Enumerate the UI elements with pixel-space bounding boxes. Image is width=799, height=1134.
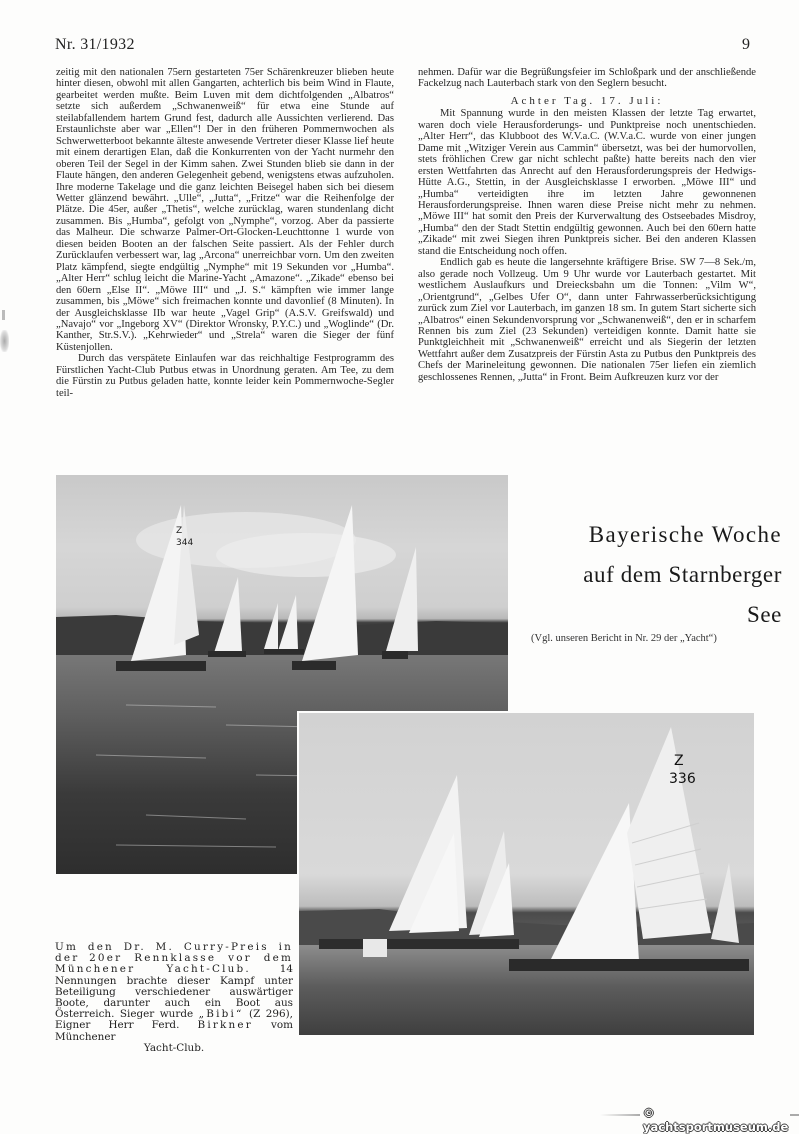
paragraph: Endlich gab es heute die langersehnte kräftigere Brise. SW 7—8 Sek./m, also gerade noch Vollzeug. Um 9 Uhr wurde vor Lauterbach gestartet. Mit westlichem Auslaufkurs und Dreiecksbahn um die Tonnen: „Vilm W“, „Orientgrund“, „Gelbes Ufer O“, dann unter Fahrwasserberücksichtigung zurück zum Ziel vor Lauterbach, im ganzen 18 sm. In gutem Start sicherte sich „Albatros“ einen Sekundenvorsprung vor „Schwanenweiß“, den er in scharfem Rennen bis zum Ziel (23 Sekunden) verteidigen konnte. Damit hatte sie Punktgleichheit mit „Schwanenweiß“ erreicht und als Siegerin der letzten Wettfahrt außer dem Zusatzpreis der Fürstin Asta zu Putbus den Punktpreis des Chefs der Marineleitung gewonnen. Die nationalen 75er liefen ein ziemlich geschlossenes Rennen, „Jutta“ in Front. Beim Aufkreuzen kurz vor der [418, 257, 756, 383]
svg-text:Z: Z [176, 526, 183, 536]
racing-sailboats-illustration [299, 713, 754, 1035]
headline-line: auf dem Starnberger [583, 562, 782, 587]
caption-winner: „Bibi“ [198, 1008, 244, 1021]
caption-spaced-text: Um den Dr. M. Curry-Preis in der [55, 941, 293, 965]
paragraph: Durch das verspätete Einlaufen war das reichhaltige Festprogramm des Fürstlichen Yacht-Club Putbus etwas in Unordnung geraten. Am Tee, zu dem die Fürstin zu Putbus geladen hatte, konnte leider kein Pommernwoche-Segler teil- [56, 353, 394, 399]
feature-headline [530, 515, 782, 635]
scan-margin-mark [0, 330, 9, 352]
sailing-photo-race [297, 711, 756, 1037]
svg-text:336: 336 [669, 771, 696, 787]
caption-text: (Z 296), Eigner Herr Ferd. [55, 1008, 293, 1032]
svg-text:Z: Z [674, 753, 684, 769]
photo-caption [55, 942, 293, 1054]
scan-margin-mark [2, 310, 5, 320]
page-number: 9 [742, 36, 751, 53]
reference-note: (Vgl. unseren Bericht in Nr. 29 der „Yacht“) [531, 633, 717, 644]
right-text-column [418, 67, 756, 383]
caption-text: vom Münchener [55, 1019, 293, 1043]
headline-line: Bayerische Woche [588, 522, 782, 547]
left-text-column [56, 67, 394, 399]
paragraph: zeitig mit den nationalen 75ern gestarteten 75er Schärenkreuzer blieben heute hinter diesen, obwohl mit allen Gangarten, achterlich bis beim Wind in Flaute, gearbeitet werden mußte. Beim Luven mit dem dichtfolgenden „Albatros“ setzte sich außerdem „Schwanenweiß“ für etwa eine Stunde auf steilabfallendem hartem Grund fest, dadurch alle Aussichten verlierend. Das Erstaunlichste aber war „Ellen“! Der in den früheren Pommernwochen als Schwerwetterboot bekannte älteste anwesende Vertreter dieser Klasse lief heute mit einem derartigen Elan, daß die Konkurrenten von der Yacht nurmehr den oberen Teil der Segel in der Kimm sahen. Zwei Stunden blieb sie dann in der Flaute hängen, den anderen Gelegenheit gebend, wenigstens etwas aufzuholen. Ihre moderne Takelage und die ganz leichten Beisegel haben sich bei diesem Wetter glänzend bewährt. „Ulle“, „Jutta“, „Fritze“ war die Reihenfolge der Plätze. Die 45er, außer „Thetis“, welche zurücklag, waren stundenlang dicht zusammen. Bis „Humba“, gefolgt von „Nymphe“, vorzog. Aber da passierte das Malheur. Die schwarze Palmer-Ort-Glocken-Leuchttonne 1 wurde von diesen beiden Booten an der falschen Seite passiert. Als der Fehler durch Zurücklaufen verbessert war, lag „Arcona“ unerreichbar vorn. Um den zweiten Platz kämpfend, siegte endgültig „Nymphe“ mit 19 Sekunden vor „Humba“. „Alter Herr“ schlug leicht die Marine-Yacht „Amazone“. „Zikade“ ebenso bei den 60ern „Else II“. „Möwe III“ und „J. S.“ kämpften wie immer lange zusammen, bis „Möwe“ sich freimachen konnte und davonlief (8 Minuten). In der Ausgleichsklasse IIb war heute „Vagel Grip“ (A.S.V. Greifswald) und „Navajo“ vor „Ingeborg XV“ (Direktor Wronsky, P.Y.C.) und „Woglinde“ (Dr. Kanther, Str.S.V.). „Kehrwieder“ und „Strela“ waren die Sieger der fünf Küstenjollen. [56, 67, 394, 353]
svg-text:344: 344 [176, 538, 194, 548]
watermark-rule [600, 1114, 640, 1116]
watermark-rule [790, 1114, 799, 1116]
issue-number: Nr. 31/1932 [55, 36, 135, 53]
caption-owner: Birkner [197, 1019, 253, 1032]
section-subheading: Achter Tag. 17. Juli: [510, 94, 664, 107]
paragraph: nehmen. Dafür war die Begrüßungsfeier im Schloßpark und der anschließende Fackelzug nach Lauterbach stark von den Seglern besucht. [418, 67, 756, 90]
paragraph: Mit Spannung wurde in den meisten Klassen der letzte Tag erwartet, waren doch viele Herausforderungs- und Punktpreise noch unentschieden. „Alter Herr“, das Klubboot des W.V.a.C. (W.V.a.C. wurde von einer jungen Dame mit „Witziger Verein aus Cammin“ übersetzt, was bei der humorvollen, stets fröhlichen Crew gar nicht schlecht paßte) hatte bereits nach den vier ersten Wettfahrten das Anrecht auf den Herausforderungspreis der Hedwigs-Hütte A.G., Stettin, in der Ausgleichsklasse I erworben. „Möwe III“ und „Humba“ verteidigten ihre im letzten Jahre gewonnenen Herausforderungspreise. Ihnen waren diese Preise nicht mehr zu nehmen. „Möwe III“ hat somit den Preis der Kurverwaltung des Ostseebades Misdroy, „Humba“ den der Stadt Stettin endgültig gewonnen. Auch bei den 60ern hatte „Zikade“ mit zwei Siegen ihren Punktpreis sicher. Bei den anderen Klassen stand die Entscheidung noch offen. [418, 108, 756, 257]
caption-text: 14 Nennungen brachte dieser Kampf unter Beteiligung verschiedener auswärtiger Boote, darunter auch ein Boot aus Österreich. Sieger wurde [55, 963, 294, 1021]
copyright-watermark: © yachtsportmuseum.de [643, 1106, 789, 1134]
caption-spaced-text: 20er Rennklasse vor dem Münchener Yacht-Club. [55, 952, 294, 976]
caption-last-line: Yacht-Club. [143, 1041, 205, 1054]
headline-line: See [746, 602, 782, 627]
